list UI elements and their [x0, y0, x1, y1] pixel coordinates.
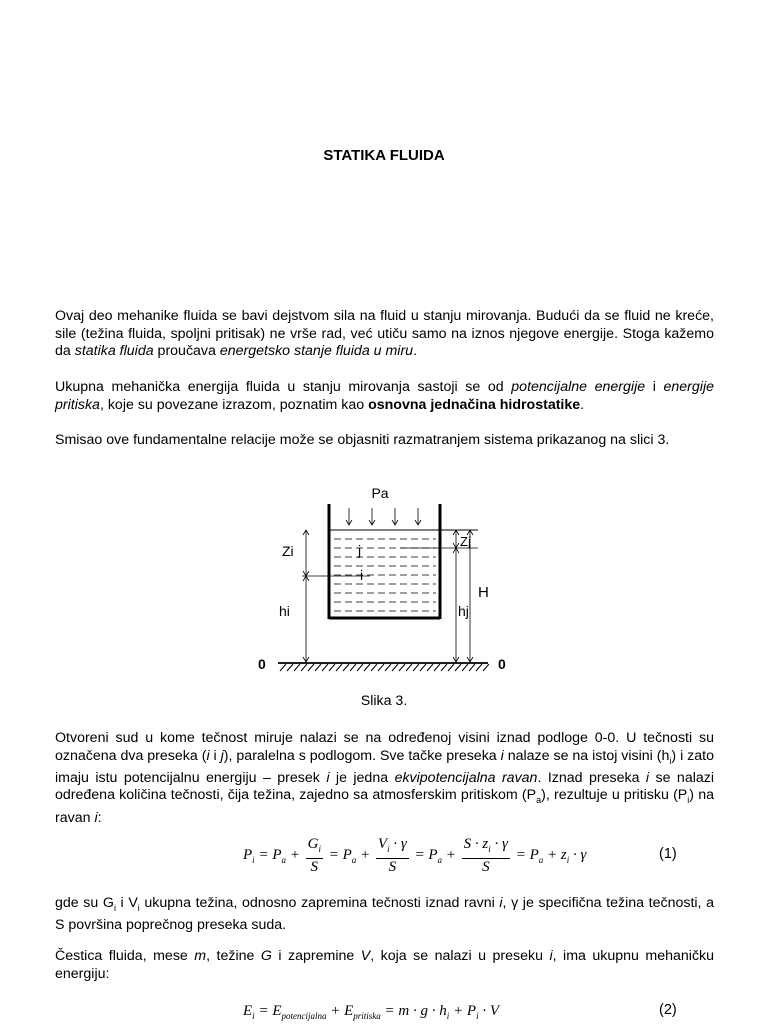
text: gde su G — [55, 895, 114, 911]
symbol: S — [310, 858, 319, 875]
symbol: P — [428, 847, 438, 863]
text: Ovaj deo mehanike fluida se bavi dejstvom sila na fluid u stanju mirovanja. Budući da se fluid ne kreće, sile (težina fluida, spoljni pritisak) ne vrše rad, već utiču samo na iznos njegove energije. Stoga kažemo da — [55, 308, 714, 359]
subscript: a — [538, 855, 544, 865]
intro-paragraph — [55, 308, 714, 361]
label-i: i — [360, 567, 364, 583]
emphasis: i — [500, 747, 504, 764]
text: ) i zato imaju istu potencijalnu energiju – presek — [55, 747, 714, 786]
subscript: i — [476, 1011, 479, 1021]
text: , ima ukupnu mehaničku energiju: — [55, 948, 715, 982]
text: . — [580, 396, 585, 413]
equation-number: (1) — [659, 846, 677, 862]
subscript: i — [669, 755, 672, 766]
emphasis: j — [220, 747, 224, 764]
subscript: potencijalna — [281, 1011, 327, 1021]
text: Ukupna mehanička energija fluida u stanju mirovanja sastoji se od — [55, 379, 512, 395]
symbol: P — [243, 847, 253, 863]
text: ) na ravan — [55, 787, 714, 826]
vessel-diagram — [250, 482, 510, 682]
subscript: i — [252, 855, 255, 865]
symbol: E — [344, 1003, 354, 1019]
energy-paragraph — [55, 379, 714, 414]
symbol: P — [529, 847, 539, 863]
vessel-paragraph — [55, 730, 714, 827]
pressure-arrows — [346, 508, 421, 525]
symbol: m · g · h — [398, 1003, 447, 1019]
emphasis: m — [194, 948, 207, 964]
label-hi: hi — [279, 603, 290, 619]
symbol: z — [560, 847, 567, 863]
bold-term: osnovna jednačina hidrostatike — [368, 396, 581, 413]
emphasis: energije pritiska — [55, 379, 714, 413]
emphasis: i — [499, 895, 503, 911]
figure-caption: Slika 3. — [360, 693, 408, 709]
label-zero-left: 0 — [258, 656, 266, 672]
definitions-paragraph — [55, 895, 714, 935]
subscript: i — [252, 1011, 255, 1021]
text: : — [97, 809, 102, 826]
text: proučava — [153, 343, 220, 359]
text: , koje su povezane izrazom, poznatim kao — [99, 396, 369, 413]
label-j: j — [358, 542, 362, 558]
text: ), rezultuje u pritisku (P — [541, 787, 688, 804]
text: , γ je specifična težina tečnosti, a S površina poprečnog preseka suda. — [55, 895, 714, 934]
symbol: V — [489, 1003, 500, 1019]
subscript: i — [687, 795, 690, 806]
text: Čestica fluida, mese — [55, 948, 195, 964]
text: se nalazi određena količina tečnosti, čija težina, zajedno sa atmosferskim pritiskom (P — [55, 769, 714, 804]
symbol: γ — [502, 835, 508, 852]
text: . — [413, 343, 418, 359]
label-pa: Pa — [371, 485, 389, 501]
symbol: γ — [580, 847, 587, 863]
subscript: a — [536, 795, 542, 806]
symbol: G — [307, 835, 319, 852]
subscript: pritiska — [353, 1011, 381, 1021]
symbol: γ — [400, 835, 407, 852]
text: i V — [115, 895, 138, 911]
emphasis: i — [549, 948, 553, 964]
liquid-hatching — [334, 539, 436, 611]
symbol: V — [377, 835, 388, 852]
text: ukupna težina, odnosno zapremina tečnosti iznad ravni — [139, 895, 500, 911]
symbol: E — [272, 1003, 282, 1019]
ground-line — [278, 663, 489, 671]
text: nalaze se na istoj visini (h — [503, 747, 670, 764]
subscript: i — [446, 1011, 450, 1021]
subscript: i — [113, 902, 116, 913]
symbol: P — [272, 847, 282, 863]
symbol: E — [243, 1003, 253, 1019]
subscript: i — [566, 855, 570, 865]
symbol: P — [466, 1003, 477, 1019]
subscript: a — [281, 855, 286, 865]
fraction — [306, 836, 323, 876]
text: , težine — [206, 948, 261, 964]
text: i — [209, 747, 221, 764]
label-hj: hj — [458, 603, 469, 619]
label-zero-right: 0 — [498, 656, 506, 672]
text: je jedna — [329, 769, 395, 786]
emphasis: i — [645, 769, 650, 786]
emphasis: energetsko stanje fluida u miru — [219, 343, 414, 359]
text: , koja se nalazi u preseku — [370, 948, 550, 964]
symbol: S · z — [463, 835, 489, 852]
text: i — [645, 379, 664, 395]
label-h: H — [478, 584, 489, 601]
emphasis: statika fluida — [74, 343, 154, 359]
emphasis: potencijalne energije — [511, 379, 646, 395]
subscript: i — [318, 843, 321, 854]
equation-number: (2) — [659, 1002, 677, 1018]
symbol: S — [482, 858, 490, 875]
fraction: $\frac{S \cdot z_i \cdot \gamma}{S}$ — [463, 835, 508, 875]
subscript: a — [437, 855, 443, 865]
text: Otvoreni sud u kome tečnost miruje nalazi se na određenoj visini iznad podloge 0-0. U tečnosti su označena dva preseka ( — [55, 730, 714, 764]
fraction: $\frac{V_i \cdot \gamma}{S}$ — [377, 835, 407, 875]
text: i zapremine — [271, 948, 361, 964]
emphasis: ekvipotencijalna ravan — [394, 769, 538, 786]
subscript: i — [488, 843, 491, 854]
label-zi: Zi — [282, 543, 294, 559]
emphasis: V — [360, 948, 371, 964]
subscript: i — [387, 843, 390, 854]
text: . Iznad preseka — [537, 769, 646, 786]
symbol: P — [342, 847, 352, 863]
page-title: STATIKA FLUIDA — [323, 147, 445, 164]
emphasis: G — [260, 948, 272, 964]
emphasis: i — [206, 747, 210, 764]
subscript: i — [137, 902, 140, 913]
particle-paragraph — [55, 948, 714, 983]
subscript: a — [351, 855, 357, 865]
emphasis: i — [326, 769, 330, 786]
emphasis: i — [94, 809, 98, 826]
text: ), paralelna s podlogom. Sve tačke preseka — [223, 747, 501, 764]
relation-paragraph: Smisao ove fundamentalne relacije može se objasniti razmatranjem sistema prikazanog na slici 3. — [55, 432, 670, 448]
label-zj: Zj — [460, 534, 471, 549]
symbol: S — [388, 858, 397, 875]
